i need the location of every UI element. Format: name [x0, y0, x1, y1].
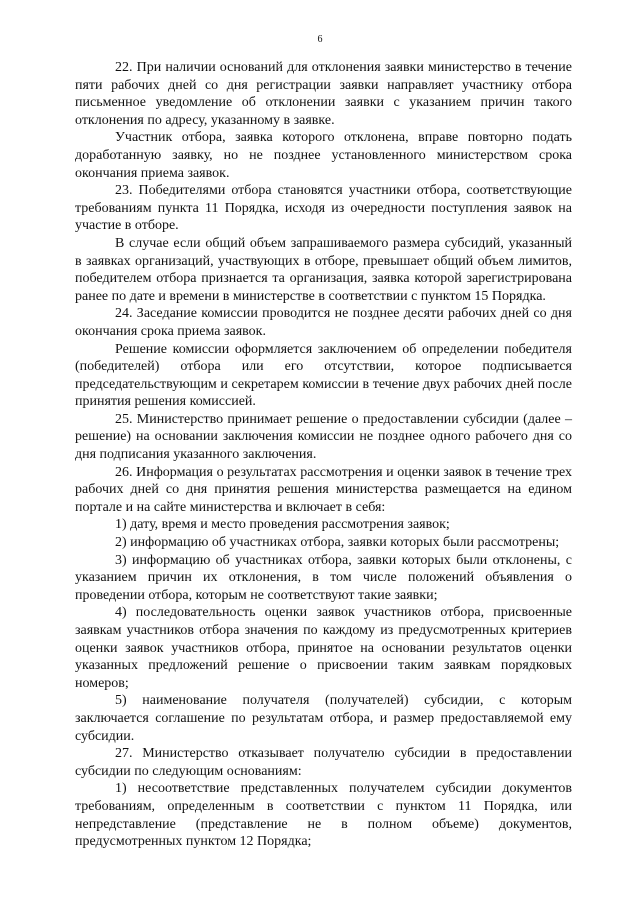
paragraph: Решение комиссии оформляется заключением об определении победителя (победителей) отбора или его отсутствии, которое подписывается председательствующим и секретарем комиссии в течение двух рабочих дней после принятия решения комиссией. — [75, 341, 572, 410]
paragraph: Участник отбора, заявка которого отклонена, вправе повторно подать доработанную заявку, но не позднее установленного министерством срока окончания приема заявок. — [75, 130, 572, 181]
paragraph: 24. Заседание комиссии проводится не позднее десяти рабочих дней со дня окончания срока приема заявок. — [75, 306, 572, 339]
list-item: 1) дату, время и место проведения рассмотрения заявок; — [115, 517, 450, 533]
paragraph: 25. Министерство принимает решение о предоставлении субсидии (далее – решение) на основании заключения комиссии не позднее одного рабочего дня со дня подписания указанного заключения. — [75, 411, 572, 463]
paragraph: 27. Министерство отказывает получателю субсидии в предоставлении субсидии по следующим основаниям: — [75, 746, 572, 779]
paragraph: В случае если общий объем запрашиваемого размера субсидий, указанный в заявках организаций, участвующих в отборе, превышает общий объем лимитов, победителем отбора признается та организация, заявка которой зарегистрирована ранее по дате и времени в министерстве в соответствии с пунктом 15 Порядка. — [75, 235, 572, 304]
list-item: 1) несоответствие представленных получателем субсидии документов требованиям, определенным в соответствии с пунктом 11 Порядка, или непредставление (представление не в полном объеме) документов, предусмотренных пунктом 12 Порядка; — [75, 781, 572, 850]
list-item: 3) информацию об участниках отбора, заявки которых были отклонены, с указанием причин их отклонения, в том числе положений объявления о проведении отбора, которым не соответствуют такие заявки; — [75, 552, 572, 603]
paragraph: 23. Победителями отбора становятся участники отбора, соответствующие требованиям пункта 11 Порядка, исходя из очередности поступления заявок на участие в отборе. — [75, 183, 572, 234]
paragraph: 26. Информация о результатах рассмотрения и оценки заявок в течение трех рабочих дней со дня принятия решения министерства размещается на едином портале и на сайте министерства и включает в себя: — [75, 464, 572, 515]
list-item: 2) информацию об участниках отбора, заявки которых были рассмотрены; — [115, 535, 560, 551]
document-body — [75, 59, 572, 851]
list-item: 5) наименование получателя (получателей) субсидии, с которым заключается соглашение по результатам отбора, и размер предоставляемой ему субсидии. — [75, 693, 572, 744]
paragraph: 22. При наличии оснований для отклонения заявки министерство в течение пяти рабочих дней со дня регистрации заявки направляет участнику отбора письменное уведомление об отклонении заявки с указанием причин такого отклонения по адресу, указанному в заявке. — [75, 60, 572, 128]
list-item: 4) последовательность оценки заявок участников отбора, присвоенные заявкам участников отбора значения по каждому из предусмотренных критериев оценки заявок участников отбора, принятое на основании результатов оценки указанных предложений решение о присвоении таким заявкам порядковых номеров; — [75, 605, 572, 691]
page-number: 6 — [317, 34, 323, 45]
